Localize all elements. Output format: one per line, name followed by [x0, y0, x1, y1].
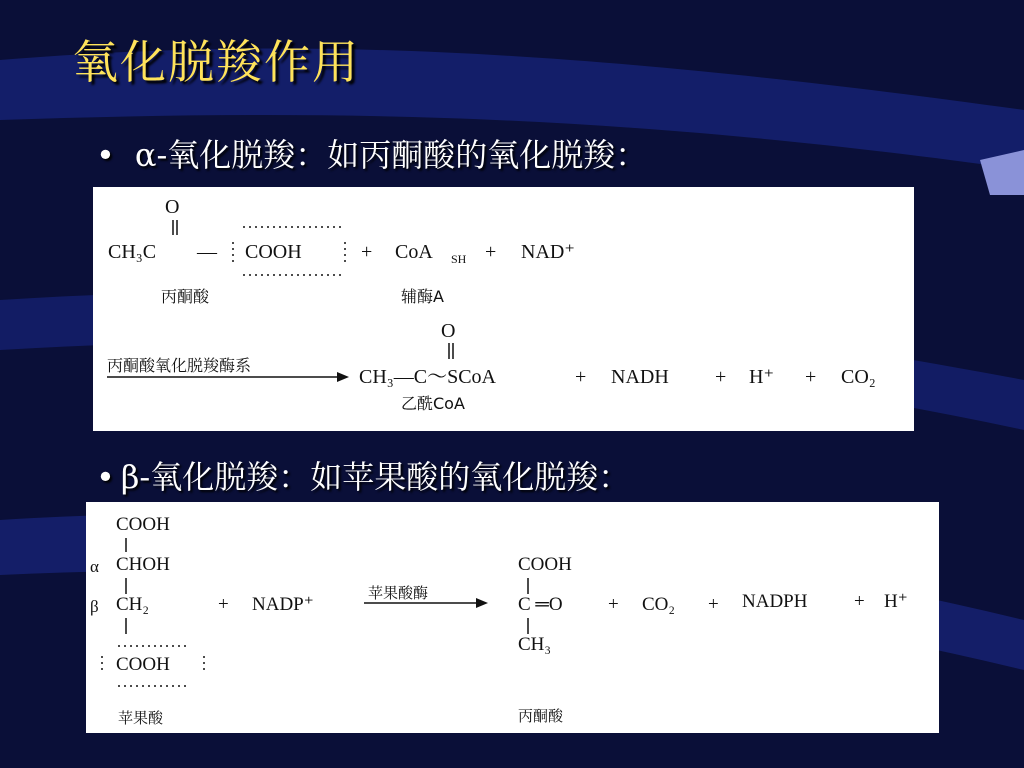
r2-beta: β: [90, 597, 99, 616]
r2-h: H⁺: [884, 591, 908, 612]
r1-plus-5: +: [805, 366, 817, 388]
r2-enzyme-label: 苹果酸酶: [368, 584, 429, 602]
r2-ch2: CH₂: [116, 594, 150, 615]
bullet-marker: •: [96, 458, 115, 496]
r2-product-co: C ═O: [518, 594, 563, 615]
r1-nadh: NADH: [611, 366, 669, 388]
malate-reaction-image: [86, 502, 939, 733]
r1-h: H⁺: [749, 366, 774, 388]
r1-coa: CoA: [395, 241, 433, 263]
r1-nad: NAD⁺: [521, 241, 575, 263]
r1-dash: —: [197, 241, 217, 263]
r1-plus-3: +: [575, 366, 587, 388]
r1-label-acetylcoa: 乙酰CoA: [401, 394, 465, 413]
r2-label-malate: 苹果酸: [118, 709, 164, 727]
r2-choh: CHOH: [116, 554, 170, 575]
r1-plus-2: +: [485, 241, 497, 263]
r2-cooh-bottom: COOH: [116, 654, 170, 675]
r2-plus-3: +: [708, 594, 719, 615]
r2-product-ch3: CH₃: [518, 634, 552, 655]
r1-label-pyruvate: 丙酮酸: [161, 287, 210, 306]
r1-cooh: COOH: [245, 241, 302, 263]
pyruvate-reaction-image: [93, 187, 914, 431]
r2-nadp: NADP⁺: [252, 594, 314, 615]
r1-co2: CO₂: [841, 366, 876, 388]
bullet-beta: [96, 452, 630, 498]
r1-product-o: O: [441, 320, 456, 342]
r1-plus-4: +: [715, 366, 727, 388]
r1-coa-sub: SH: [451, 252, 467, 266]
r1-label-coa: 辅酶A: [401, 287, 444, 306]
r2-product-cooh: COOH: [518, 554, 572, 575]
bullet-beta-text: β-氧化脱羧：如苹果酸的氧化脱羧：: [120, 458, 631, 496]
bullet-alpha: [96, 130, 647, 176]
r2-alpha: α: [90, 557, 99, 576]
r2-plus-1: +: [218, 594, 229, 615]
bullet-marker: •: [96, 136, 115, 174]
r1-carbonyl-o: O: [165, 196, 180, 218]
r2-cooh-top: COOH: [116, 514, 170, 535]
r2-label-pyruvate: 丙酮酸: [518, 707, 564, 725]
r1-enzyme-label: 丙酮酸氧化脱羧酶系: [107, 356, 252, 375]
r2-nadph: NADPH: [742, 591, 808, 612]
r2-co2: CO₂: [642, 594, 676, 615]
r2-plus-2: +: [608, 594, 619, 615]
r2-plus-4: +: [854, 591, 865, 612]
r1-plus-1: +: [361, 241, 373, 263]
r1-acetylcoa: CH₃—C～SCoA: [359, 366, 497, 388]
r1-ch3c: CH₃C: [108, 241, 157, 263]
bullet-alpha-text: α-氧化脱羧：如丙酮酸的氧化脱羧：: [134, 136, 648, 174]
slide-title: 氧化脱羧作用: [72, 35, 360, 89]
